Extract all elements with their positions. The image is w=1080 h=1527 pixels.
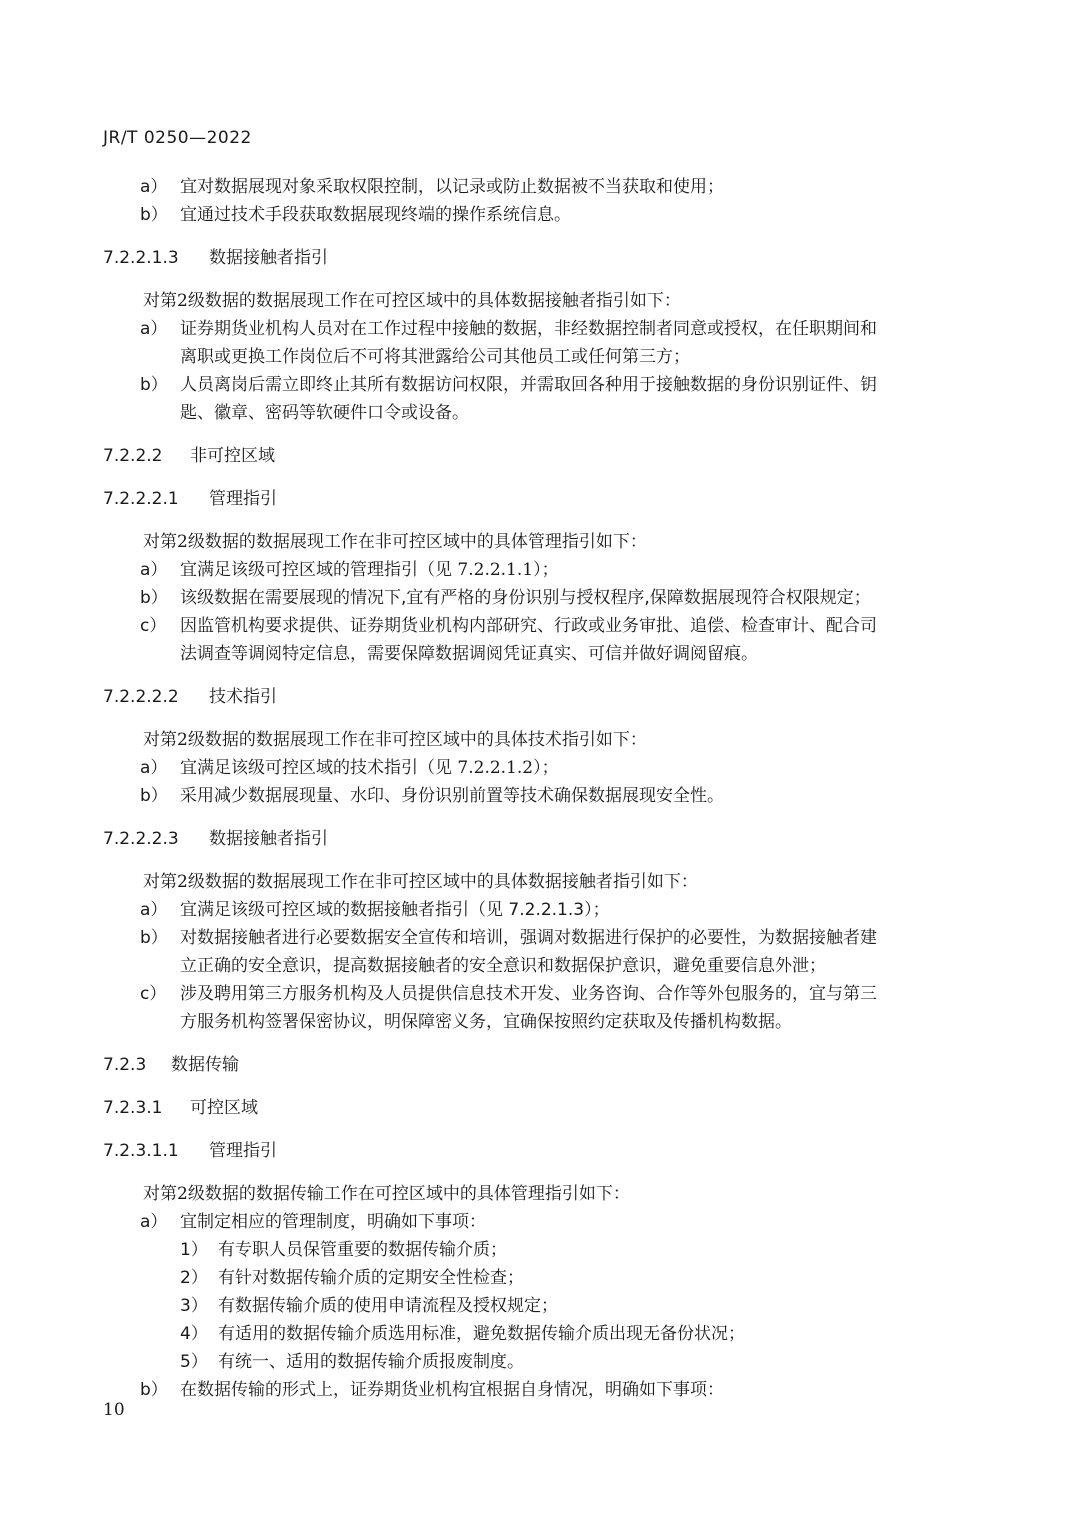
list-marker: b） (140, 786, 168, 806)
intro-text: 对第2级数据的数据展现工作在可控区域中的具体数据接触者指引如下： (143, 291, 681, 311)
list-item-text: 涉及聘用第三方服务机构及人员提供信息技术开发、业务咨询、合作等外包服务的，宜与第三 (180, 984, 877, 1004)
list-marker: a） (140, 758, 168, 778)
list-marker: 2） (180, 1268, 208, 1288)
list-item-text: 离职或更换工作岗位后不可将其泄露给公司其他员工或任何第三方； (180, 347, 690, 367)
list-item-text: 人员离岗后需立即终止其所有数据访问权限，并需取回各种用于接触数据的身份识别证件、钥 (180, 375, 877, 395)
list-item-text: 对数据接触者进行必要数据安全宣传和培训，强调对数据进行保护的必要性，为数据接触者建 (180, 928, 877, 948)
list-item-text: 方服务机构签署保密协议，明保障密义务，宜确保按照约定获取及传播机构数据。 (180, 1012, 792, 1032)
list-marker: c） (140, 984, 167, 1004)
section-title: 非可控区域 (190, 446, 275, 466)
section-title: 数据接触者指引 (209, 248, 328, 268)
list-marker: 3） (180, 1296, 208, 1316)
list-marker: a） (140, 560, 168, 580)
list-marker: a） (140, 319, 168, 339)
section-number: 7.2.3.1 (103, 1098, 163, 1118)
intro-text: 对第2级数据的数据展现工作在非可控区域中的具体数据接触者指引如下： (143, 872, 698, 892)
list-marker: a） (140, 900, 168, 920)
list-marker: b） (140, 928, 168, 948)
list-marker: 4） (180, 1324, 208, 1344)
list-marker: b） (140, 1380, 168, 1400)
section-title: 技术指引 (209, 687, 277, 707)
list-item-text: 宜制定相应的管理制度，明确如下事项： (180, 1212, 486, 1232)
list-item-text: 宜通过技术手段获取数据展现终端的操作系统信息。 (180, 205, 571, 225)
section-title: 数据传输 (171, 1055, 239, 1075)
list-item-text: 有针对数据传输介质的定期安全性检查； (218, 1268, 524, 1288)
list-item-text: 在数据传输的形式上，证券期货业机构宜根据自身情况，明确如下事项： (180, 1380, 724, 1400)
list-marker: a） (140, 177, 168, 197)
document-header: JR/T 0250—2022 (103, 128, 252, 148)
list-marker: b） (140, 588, 168, 608)
list-item-text: 有统一、适用的数据传输介质报废制度。 (218, 1352, 524, 1372)
intro-text: 对第2级数据的数据展现工作在非可控区域中的具体技术指引如下： (143, 730, 647, 750)
intro-text: 对第2级数据的数据传输工作在可控区域中的具体管理指引如下： (143, 1184, 630, 1204)
list-item-text: 宜对数据展现对象采取权限控制，以记录或防止数据被不当获取和使用； (180, 177, 724, 197)
list-marker: 1） (180, 1240, 208, 1260)
section-number: 7.2.2.2.2 (103, 687, 179, 707)
page-number: 10 (103, 1400, 125, 1420)
section-number: 7.2.3 (103, 1055, 147, 1075)
list-item-text: 法调查等调阅特定信息，需要保障数据调阅凭证真实、可信并做好调阅留痕。 (180, 644, 758, 664)
list-item-text: 采用减少数据展现量、水印、身份识别前置等技术确保数据展现安全性。 (180, 786, 724, 806)
list-marker: 5） (180, 1352, 208, 1372)
list-item-text: 宜满足该级可控区域的管理指引（见 7.2.2.1.1）； (180, 560, 559, 580)
section-title: 数据接触者指引 (209, 829, 328, 849)
list-marker: c） (140, 616, 167, 636)
list-item-text: 有专职人员保管重要的数据传输介质； (218, 1240, 507, 1260)
list-item-text: 立正确的安全意识，提高数据接触者的安全意识和数据保护意识，避免重要信息外泄； (180, 956, 826, 976)
list-item-text: 因监管机构要求提供、证券期货业机构内部研究、行政或业务审批、追偿、检查审计、配合司 (180, 616, 877, 636)
list-marker: b） (140, 205, 168, 225)
section-number: 7.2.2.2.3 (103, 829, 179, 849)
list-marker: a） (140, 1212, 168, 1232)
section-number: 7.2.3.1.1 (103, 1141, 179, 1161)
section-number: 7.2.2.2.1 (103, 489, 179, 509)
list-item-text: 宜满足该级可控区域的技术指引（见 7.2.2.1.2）； (180, 758, 559, 778)
list-item-text: 有适用的数据传输介质选用标准，避免数据传输介质出现无备份状况； (218, 1324, 745, 1344)
section-title: 可控区域 (190, 1098, 258, 1118)
list-item-text: 宜满足该级可控区域的数据接触者指引（见 7.2.2.1.3）； (180, 900, 610, 920)
list-marker: b） (140, 375, 168, 395)
section-number: 7.2.2.2 (103, 446, 163, 466)
list-item-text: 证券期货业机构人员对在工作过程中接触的数据，非经数据控制者同意或授权，在任职期间和 (180, 319, 877, 339)
section-title: 管理指引 (209, 1141, 277, 1161)
list-item-text: 该级数据在需要展现的情况下,宜有严格的身份识别与授权程序,保障数据展现符合权限规定； (180, 588, 871, 608)
section-title: 管理指引 (209, 489, 277, 509)
section-number: 7.2.2.1.3 (103, 248, 179, 268)
list-item-text: 有数据传输介质的使用申请流程及授权规定； (218, 1296, 558, 1316)
intro-text: 对第2级数据的数据展现工作在非可控区域中的具体管理指引如下： (143, 532, 647, 552)
list-item-text: 匙、徽章、密码等软硬件口令或设备。 (180, 403, 469, 423)
